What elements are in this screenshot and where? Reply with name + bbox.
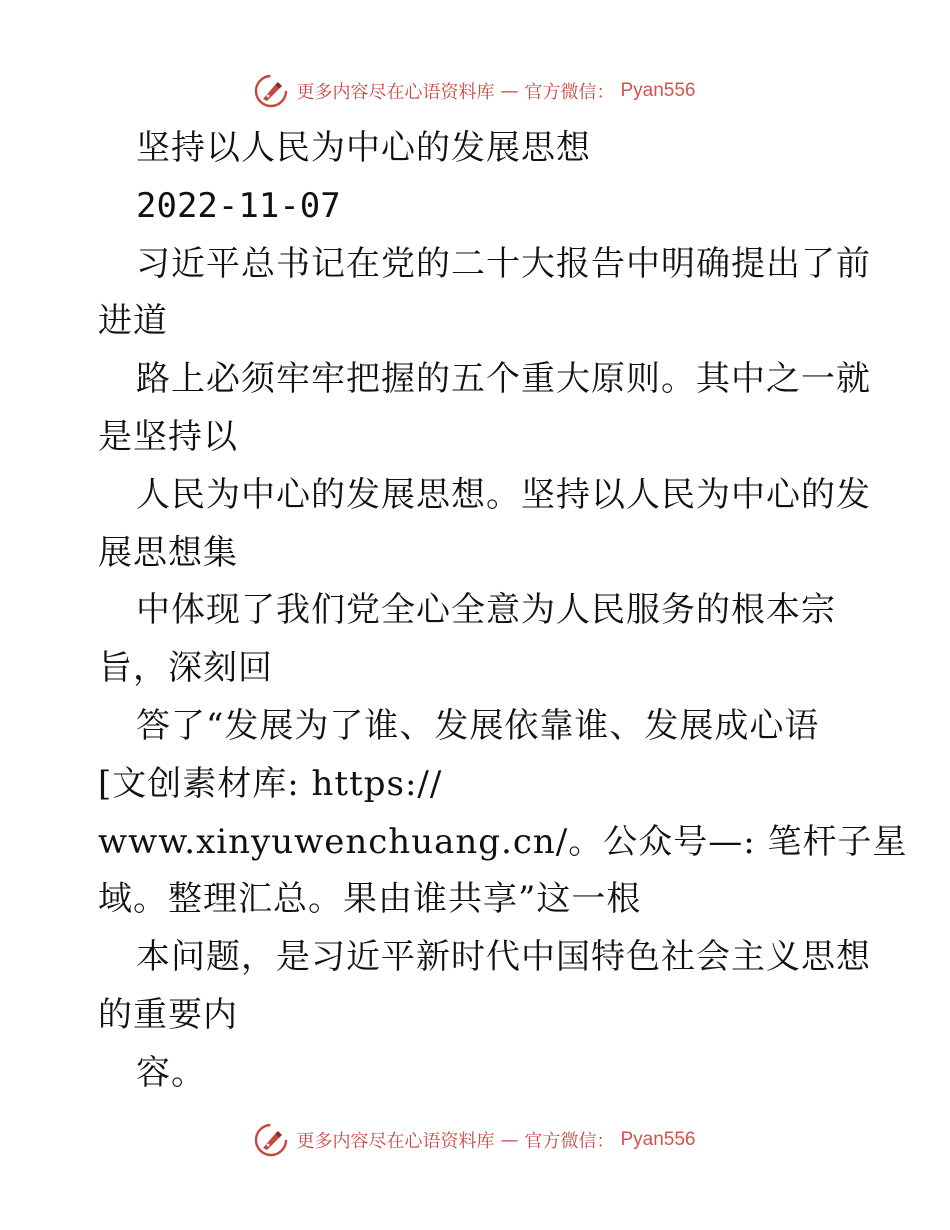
header-brand-text: 更多内容尽在心语资料库	[296, 82, 495, 103]
body-line: www.xinyuwenchuang.cn/。公众号—: 笔杆子星	[98, 821, 908, 862]
body-line: 进道	[98, 301, 168, 342]
body-line: 域。整理汇总。果由谁共享”这一根	[98, 879, 642, 920]
body-line: 习近平总书记在党的二十大报告中明确提出了前	[136, 243, 871, 284]
footer-wechat-label: 官方微信：	[524, 1131, 615, 1152]
body-line: [文创素材库: https://	[98, 763, 443, 804]
footer-banner	[0, 1120, 950, 1160]
body-line: 答了“发展为了谁、发展依靠谁、发展成心语	[136, 705, 820, 746]
body-line: 人民为中心的发展思想。坚持以人民为中心的发	[136, 474, 871, 515]
body-line: 本问题，是习近平新时代中国特色社会主义思想	[136, 937, 871, 978]
document-body	[98, 120, 908, 1103]
fountain-pen-logo-icon	[254, 1123, 288, 1157]
header-account-id: Pyan556	[620, 80, 696, 101]
document-date: 2022-11-07	[136, 185, 341, 226]
footer-dash: —	[500, 1129, 519, 1151]
header-wechat-label: 官方微信：	[524, 82, 615, 103]
body-line: 中体现了我们党全心全意为人民服务的根本宗	[136, 590, 836, 631]
fountain-pen-logo-icon	[254, 74, 288, 108]
body-line: 旨，深刻回	[98, 648, 273, 689]
body-line: 容。	[136, 1052, 206, 1093]
body-line: 路上必须牢牢把握的五个重大原则。其中之一就	[136, 359, 871, 400]
body-line: 展思想集	[98, 532, 238, 573]
document-title: 坚持以人民为中心的发展思想	[136, 128, 591, 168]
footer-account-id: Pyan556	[620, 1129, 696, 1150]
body-line: 的重要内	[98, 994, 238, 1035]
header-banner	[0, 71, 950, 111]
footer-brand-text: 更多内容尽在心语资料库	[296, 1131, 495, 1152]
header-dash: —	[500, 80, 519, 102]
body-line: 是坚持以	[98, 416, 238, 457]
